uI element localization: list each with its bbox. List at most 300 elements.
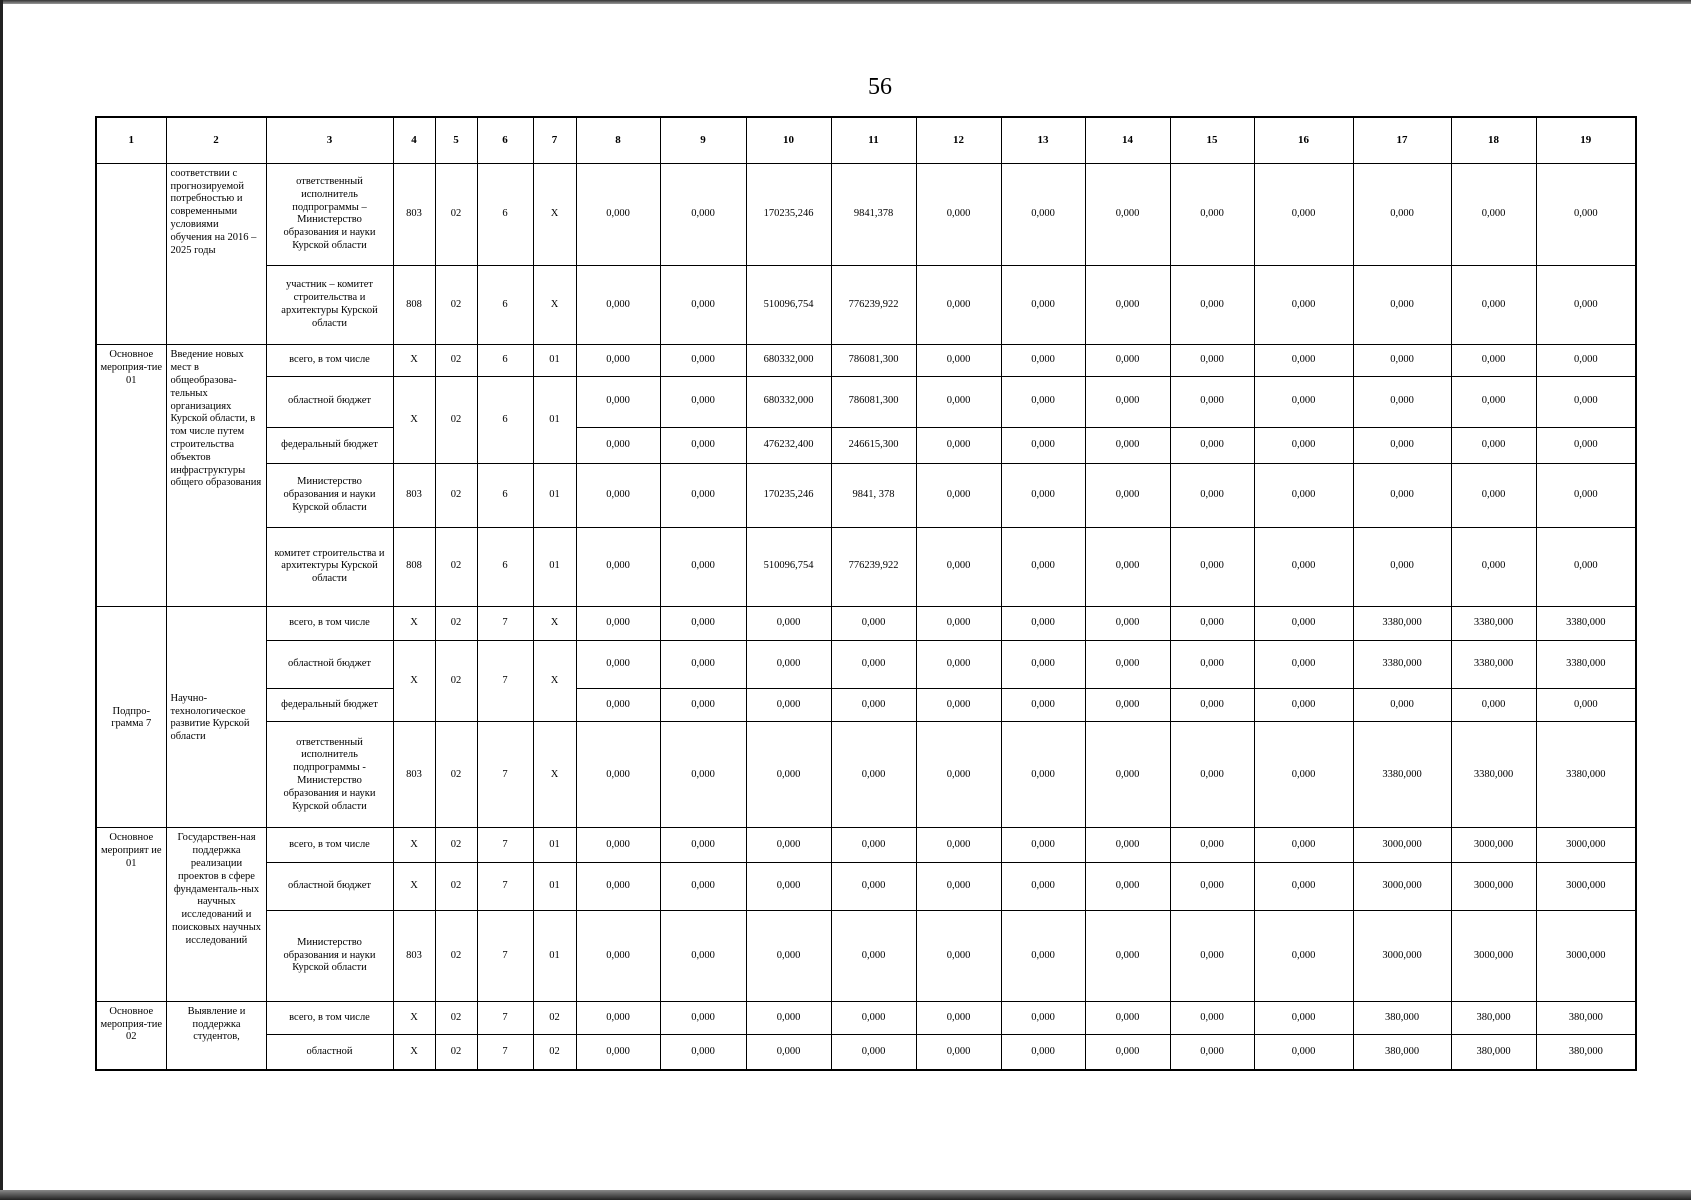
value-cell: 510096,754 [746,527,831,606]
value-cell: 0,000 [1085,1001,1170,1034]
code-cell: 01 [533,376,576,464]
value-cell: 0,000 [831,606,916,640]
value-cell: 0,000 [1001,376,1085,427]
value-cell: 0,000 [1085,163,1170,265]
code-cell: X [393,376,435,464]
code-cell: X [533,606,576,640]
value-cell: 0,000 [1536,345,1636,376]
value-cell: 0,000 [1085,428,1170,464]
code-cell: 6 [477,345,533,376]
value-cell: 3380,000 [1353,640,1451,688]
value-cell: 3380,000 [1536,606,1636,640]
value-cell: 0,000 [1353,527,1451,606]
source-cell: федеральный бюджет [266,689,393,722]
value-cell: 3380,000 [1451,606,1536,640]
code-cell: 02 [435,163,477,265]
source-cell: областной бюджет [266,640,393,688]
code-cell: 01 [533,862,576,910]
value-cell: 3380,000 [1353,606,1451,640]
value-cell: 0,000 [660,428,746,464]
value-cell: 0,000 [660,345,746,376]
value-cell: 380,000 [1451,1035,1536,1070]
value-cell: 3380,000 [1451,722,1536,828]
value-cell: 0,000 [576,376,660,427]
code-cell: X [533,722,576,828]
value-cell: 0,000 [1536,464,1636,528]
code-cell: 808 [393,527,435,606]
code-cell: X [393,1001,435,1034]
value-cell: 0,000 [576,606,660,640]
value-cell: 0,000 [1254,640,1353,688]
value-cell: 0,000 [576,1001,660,1034]
value-cell: 0,000 [576,828,660,862]
header-cell: 9 [660,117,746,163]
value-cell: 0,000 [1254,163,1353,265]
code-cell: 02 [435,606,477,640]
source-cell: всего, в том числе [266,345,393,376]
value-cell: 0,000 [576,428,660,464]
value-cell: 0,000 [746,689,831,722]
value-cell: 0,000 [1536,265,1636,345]
value-cell: 0,000 [1254,265,1353,345]
table-row [96,428,1636,464]
scan-edge-bottom [0,1190,1691,1200]
code-cell: 6 [477,527,533,606]
value-cell: 0,000 [831,828,916,862]
value-cell: 0,000 [1085,1035,1170,1070]
value-cell: 0,000 [916,1001,1001,1034]
value-cell: 3000,000 [1451,828,1536,862]
value-cell: 0,000 [1085,606,1170,640]
value-cell: 0,000 [1001,911,1085,1002]
value-cell: 0,000 [746,1001,831,1034]
value-cell: 0,000 [746,862,831,910]
header-cell: 17 [1353,117,1451,163]
table-row [96,163,1636,265]
value-cell: 0,000 [660,828,746,862]
value-cell: 0,000 [1001,265,1085,345]
value-cell: 0,000 [916,265,1001,345]
source-cell: всего, в том числе [266,828,393,862]
value-cell: 0,000 [916,428,1001,464]
code-cell: 02 [435,265,477,345]
value-cell: 0,000 [1353,376,1451,427]
value-cell: 0,000 [1001,464,1085,528]
value-cell: 0,000 [1170,265,1254,345]
value-cell: 0,000 [916,376,1001,427]
value-cell: 680332,000 [746,376,831,427]
value-cell: 0,000 [1085,640,1170,688]
header-cell: 7 [533,117,576,163]
code-cell: 02 [435,345,477,376]
value-cell: 3000,000 [1451,911,1536,1002]
source-cell: федеральный бюджет [266,428,393,464]
budget-table [95,116,1637,1071]
table-row [96,265,1636,345]
code-cell: 02 [435,911,477,1002]
value-cell: 0,000 [831,689,916,722]
code-cell: 02 [533,1035,576,1070]
value-cell: 0,000 [916,527,1001,606]
code-cell: 01 [533,527,576,606]
table-row [96,911,1636,1002]
code-cell: 803 [393,722,435,828]
table-row [96,376,1636,427]
value-cell: 0,000 [1001,163,1085,265]
value-cell: 170235,246 [746,163,831,265]
code-cell: 7 [477,722,533,828]
code-cell: X [393,640,435,722]
value-cell: 0,000 [576,640,660,688]
table-row [96,345,1636,376]
section-label-cell: Основное мероприя-тие 01 [96,345,166,606]
source-cell: областной бюджет [266,376,393,427]
section-title-cell: Научно-технологическое развитие Курской области [166,606,266,828]
header-cell: 15 [1170,117,1254,163]
value-cell: 170235,246 [746,464,831,528]
value-cell: 0,000 [576,911,660,1002]
value-cell: 510096,754 [746,265,831,345]
value-cell: 0,000 [1451,345,1536,376]
value-cell: 0,000 [576,464,660,528]
value-cell: 0,000 [660,1035,746,1070]
value-cell: 0,000 [916,345,1001,376]
header-cell: 6 [477,117,533,163]
value-cell: 0,000 [1254,376,1353,427]
value-cell: 0,000 [831,1035,916,1070]
value-cell: 0,000 [1170,1001,1254,1034]
value-cell: 0,000 [1085,464,1170,528]
code-cell: X [393,345,435,376]
value-cell: 0,000 [1451,689,1536,722]
code-cell: 01 [533,464,576,528]
value-cell: 0,000 [1536,376,1636,427]
table-row [96,1001,1636,1034]
table-row [96,722,1636,828]
value-cell: 0,000 [1254,911,1353,1002]
code-cell: 01 [533,828,576,862]
value-cell: 0,000 [916,722,1001,828]
code-cell: 02 [435,1001,477,1034]
value-cell: 0,000 [660,862,746,910]
value-cell: 0,000 [1254,1035,1353,1070]
value-cell: 0,000 [1254,345,1353,376]
value-cell: 0,000 [576,722,660,828]
value-cell: 0,000 [831,862,916,910]
code-cell: 7 [477,911,533,1002]
value-cell: 3000,000 [1536,828,1636,862]
source-cell: ответственный исполнитель подпрограммы - Министерство образования и науки Курской области [266,722,393,828]
value-cell: 0,000 [1451,464,1536,528]
code-cell: 7 [477,828,533,862]
source-cell: Министерство образования и науки Курской области [266,911,393,1002]
header-cell: 8 [576,117,660,163]
value-cell: 0,000 [1254,862,1353,910]
header-row [96,117,1636,163]
value-cell: 0,000 [1085,722,1170,828]
value-cell: 0,000 [1536,689,1636,722]
code-cell: 6 [477,376,533,464]
value-cell: 0,000 [916,911,1001,1002]
code-cell: X [393,862,435,910]
header-cell: 2 [166,117,266,163]
code-cell: 02 [435,640,477,722]
table-row [96,862,1636,910]
code-cell: X [393,606,435,640]
code-cell: 02 [533,1001,576,1034]
value-cell: 786081,300 [831,376,916,427]
code-cell: 7 [477,1035,533,1070]
code-cell: 7 [477,1001,533,1034]
value-cell: 776239,922 [831,527,916,606]
value-cell: 0,000 [1170,428,1254,464]
value-cell: 776239,922 [831,265,916,345]
value-cell: 0,000 [1451,265,1536,345]
value-cell: 0,000 [1170,640,1254,688]
section-label-cell [96,163,166,345]
value-cell: 0,000 [1001,345,1085,376]
section-title-cell: Введение новых мест в общеобразова-тельных организациях Курской области, в том числе путем строительства объектов инфраструктуры общего образования [166,345,266,606]
value-cell: 0,000 [1001,428,1085,464]
value-cell: 0,000 [1254,527,1353,606]
code-cell: 6 [477,265,533,345]
value-cell: 246615,300 [831,428,916,464]
value-cell: 786081,300 [831,345,916,376]
section-label-cell: Подпро-грамма 7 [96,606,166,828]
code-cell: 02 [435,722,477,828]
value-cell: 0,000 [746,640,831,688]
source-cell: комитет строительства и архитектуры Курской области [266,527,393,606]
table-row [96,828,1636,862]
value-cell: 0,000 [1170,345,1254,376]
header-cell: 11 [831,117,916,163]
value-cell: 0,000 [660,265,746,345]
code-cell: X [393,1035,435,1070]
table-row [96,606,1636,640]
value-cell: 0,000 [1001,862,1085,910]
value-cell: 0,000 [1001,689,1085,722]
value-cell: 3000,000 [1536,911,1636,1002]
scan-edge-left [0,0,3,1200]
table-row [96,689,1636,722]
code-cell: X [533,163,576,265]
source-cell: областной [266,1035,393,1070]
value-cell: 0,000 [1353,163,1451,265]
value-cell: 0,000 [1001,640,1085,688]
value-cell: 0,000 [1170,722,1254,828]
value-cell: 0,000 [1170,606,1254,640]
code-cell: 6 [477,464,533,528]
header-cell: 5 [435,117,477,163]
value-cell: 0,000 [1170,828,1254,862]
header-cell: 1 [96,117,166,163]
value-cell: 0,000 [1170,163,1254,265]
value-cell: 3000,000 [1353,828,1451,862]
value-cell: 0,000 [576,265,660,345]
header-cell: 4 [393,117,435,163]
value-cell: 0,000 [1353,345,1451,376]
value-cell: 0,000 [1254,606,1353,640]
code-cell: 803 [393,163,435,265]
value-cell: 0,000 [916,689,1001,722]
section-title-cell: Выявление и поддержка студентов, [166,1001,266,1070]
value-cell: 0,000 [916,464,1001,528]
value-cell: 0,000 [1170,689,1254,722]
value-cell: 0,000 [1451,376,1536,427]
value-cell: 0,000 [916,640,1001,688]
code-cell: 02 [435,464,477,528]
value-cell: 0,000 [1254,464,1353,528]
value-cell: 3380,000 [1451,640,1536,688]
value-cell: 0,000 [660,163,746,265]
header-cell: 18 [1451,117,1536,163]
table-row [96,464,1636,528]
code-cell: 01 [533,345,576,376]
code-cell: 808 [393,265,435,345]
value-cell: 0,000 [1451,428,1536,464]
value-cell: 0,000 [1170,464,1254,528]
source-cell: Министерство образования и науки Курской области [266,464,393,528]
code-cell: 01 [533,911,576,1002]
value-cell: 0,000 [1254,689,1353,722]
code-cell: 02 [435,527,477,606]
value-cell: 3000,000 [1353,911,1451,1002]
code-cell: 02 [435,828,477,862]
value-cell: 0,000 [916,862,1001,910]
section-label-cell: Основное мероприят ие 01 [96,828,166,1001]
code-cell: 02 [435,376,477,464]
page-number: 56 [868,74,892,100]
code-cell: X [533,265,576,345]
value-cell: 0,000 [1085,828,1170,862]
value-cell: 0,000 [916,606,1001,640]
value-cell: 0,000 [1353,689,1451,722]
value-cell: 0,000 [660,722,746,828]
value-cell: 3000,000 [1353,862,1451,910]
value-cell: 380,000 [1353,1001,1451,1034]
header-cell: 10 [746,117,831,163]
value-cell: 0,000 [1254,828,1353,862]
value-cell: 0,000 [1170,911,1254,1002]
value-cell: 0,000 [660,464,746,528]
value-cell: 0,000 [1170,527,1254,606]
code-cell: X [533,640,576,722]
code-cell: 6 [477,163,533,265]
value-cell: 0,000 [1451,527,1536,606]
value-cell: 0,000 [1536,527,1636,606]
value-cell: 3380,000 [1536,722,1636,828]
value-cell: 380,000 [1353,1035,1451,1070]
value-cell: 0,000 [1353,464,1451,528]
value-cell: 0,000 [1085,265,1170,345]
value-cell: 0,000 [1170,376,1254,427]
source-cell: всего, в том числе [266,1001,393,1034]
value-cell: 0,000 [660,606,746,640]
value-cell: 0,000 [746,606,831,640]
value-cell: 0,000 [1170,862,1254,910]
value-cell: 0,000 [1001,1035,1085,1070]
header-cell: 13 [1001,117,1085,163]
code-cell: 803 [393,464,435,528]
value-cell: 0,000 [1001,828,1085,862]
value-cell: 3000,000 [1451,862,1536,910]
value-cell: 0,000 [576,1035,660,1070]
code-cell: 7 [477,606,533,640]
value-cell: 0,000 [1001,606,1085,640]
value-cell: 0,000 [660,527,746,606]
header-cell: 14 [1085,117,1170,163]
value-cell: 680332,000 [746,345,831,376]
table-row [96,527,1636,606]
value-cell: 0,000 [916,163,1001,265]
value-cell: 0,000 [746,828,831,862]
table-row [96,1035,1636,1070]
source-cell: всего, в том числе [266,606,393,640]
value-cell: 0,000 [1085,689,1170,722]
section-title-cell: соответствии с прогнозируемой потребностью и современными условиями обучения на 2016 – 2025 годы [166,163,266,345]
value-cell: 3000,000 [1536,862,1636,910]
value-cell: 9841, 378 [831,464,916,528]
code-cell: 7 [477,640,533,722]
code-cell: 7 [477,862,533,910]
value-cell: 0,000 [1254,722,1353,828]
code-cell: 02 [435,1035,477,1070]
value-cell: 0,000 [831,722,916,828]
value-cell: 0,000 [576,527,660,606]
section-label-cell: Основное мероприя-тие 02 [96,1001,166,1070]
value-cell: 0,000 [660,1001,746,1034]
value-cell: 0,000 [1085,527,1170,606]
value-cell: 0,000 [576,689,660,722]
header-cell: 16 [1254,117,1353,163]
value-cell: 0,000 [831,911,916,1002]
code-cell: 02 [435,862,477,910]
value-cell: 0,000 [576,163,660,265]
header-cell: 19 [1536,117,1636,163]
value-cell: 0,000 [1085,376,1170,427]
value-cell: 0,000 [576,862,660,910]
scan-edge-top [0,0,1691,4]
value-cell: 0,000 [576,345,660,376]
value-cell: 0,000 [1254,428,1353,464]
value-cell: 9841,378 [831,163,916,265]
value-cell: 0,000 [1536,163,1636,265]
value-cell: 0,000 [1001,527,1085,606]
section-title-cell: Государствен-ная поддержка реализации проектов в сфере фундаменталь-ных научных исследований и поисковых научных исследований [166,828,266,1001]
value-cell: 0,000 [746,911,831,1002]
value-cell: 0,000 [1001,1001,1085,1034]
value-cell: 0,000 [1451,163,1536,265]
value-cell: 0,000 [660,689,746,722]
value-cell: 0,000 [1085,911,1170,1002]
value-cell: 0,000 [1085,862,1170,910]
value-cell: 0,000 [746,722,831,828]
value-cell: 0,000 [746,1035,831,1070]
value-cell: 0,000 [831,640,916,688]
value-cell: 0,000 [660,376,746,427]
header-cell: 3 [266,117,393,163]
value-cell: 0,000 [1353,265,1451,345]
source-cell: ответственный исполнитель подпрограммы – Министерство образования и науки Курской области [266,163,393,265]
value-cell: 0,000 [1353,428,1451,464]
value-cell: 0,000 [1254,1001,1353,1034]
value-cell: 3380,000 [1353,722,1451,828]
value-cell: 0,000 [1085,345,1170,376]
source-cell: областной бюджет [266,862,393,910]
value-cell: 0,000 [916,828,1001,862]
header-cell: 12 [916,117,1001,163]
table-row [96,640,1636,688]
